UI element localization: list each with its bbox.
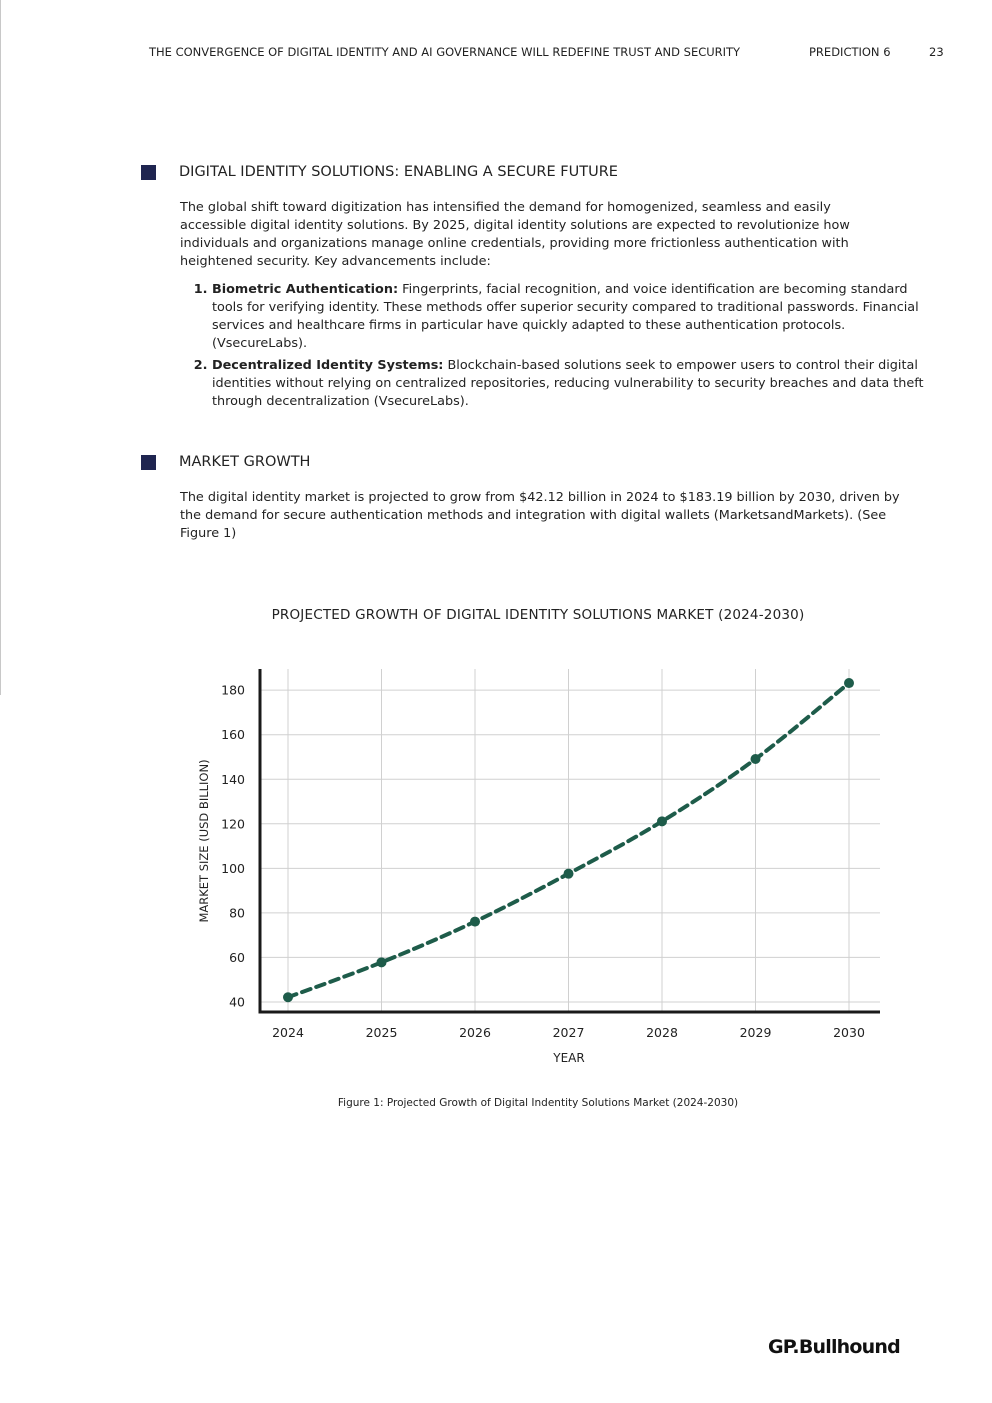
list-item-text: Fingerprints, facial recognition, and voice identification are becoming standard tools for verifying identity. These methods offer superior security compared to traditional passwords. Financial services and healthcare firms in particular have quickly adapted to these authentication protocols. (VsecureLabs). xyxy=(212,282,919,351)
y-tick-label: 100 xyxy=(221,860,245,876)
data-point xyxy=(564,869,574,879)
y-tick-label: 40 xyxy=(229,994,245,1010)
gp-bullhound-logo: GP.Bullhound xyxy=(768,1336,900,1358)
page-number: 23 xyxy=(929,45,944,59)
chart-title: PROJECTED GROWTH OF DIGITAL IDENTITY SOLUTIONS MARKET (2024-2030) xyxy=(271,607,805,623)
data-point xyxy=(470,917,480,927)
y-tick-label: 80 xyxy=(229,905,245,921)
y-tick-label: 160 xyxy=(221,727,245,743)
x-tick-label: 2029 xyxy=(739,1025,772,1040)
x-axis-label: YEAR xyxy=(553,1051,585,1065)
x-tick-label: 2026 xyxy=(459,1025,491,1040)
data-point xyxy=(657,816,667,826)
x-tick-label: 2024 xyxy=(272,1025,304,1040)
list-item-term: Biometric Authentication: xyxy=(212,282,399,297)
x-tick-label: 2025 xyxy=(365,1025,398,1040)
y-axis-label: MARKET SIZE (USD BILLION) xyxy=(197,759,211,923)
y-tick-label: 120 xyxy=(221,816,245,832)
header-title: THE CONVERGENCE OF DIGITAL IDENTITY AND AI GOVERNANCE WILL REDEFINE TRUST AND SECURITY xyxy=(149,45,741,59)
section-heading-text: MARKET GROWTH xyxy=(179,454,311,470)
y-tick-label: 140 xyxy=(221,771,245,787)
x-tick-label: 2028 xyxy=(646,1025,678,1040)
data-point xyxy=(377,957,387,967)
y-tick-label: 60 xyxy=(229,949,245,965)
figure-caption: Figure 1: Projected Growth of Digital Indentity Solutions Market (2024-2030) xyxy=(337,1097,739,1109)
section-paragraph: The global shift toward digitization has intensified the demand for homogenized, seamless and easily accessible digital identity solutions. By 2025, digital identity solutions are expected to revolutionize how individuals and organizations manage online credentials, providing more frictionless authentication with heightened security. Key advancements include: xyxy=(180,200,850,269)
section-heading-text: DIGITAL IDENTITY SOLUTIONS: ENABLING A SECURE FUTURE xyxy=(179,164,618,180)
x-tick-label: 2027 xyxy=(552,1025,585,1040)
data-point xyxy=(283,992,293,1002)
y-tick-label: 180 xyxy=(221,682,245,698)
section-paragraph: The digital identity market is projected to grow from $42.12 billion in 2024 to $183.19 billion by 2030, driven by the demand for secure authentication methods and integration with digital wallets (MarketsandMarkets). (See Figure 1) xyxy=(180,490,900,541)
x-tick-label: 2030 xyxy=(833,1025,865,1040)
list-item-text: Blockchain-based solutions seek to empower users to control their digital identities without relying on centralized repositories, reducing vulnerability to security breaches and data theft through decentralization (VsecureLabs). xyxy=(212,358,924,409)
data-point xyxy=(844,678,854,688)
header-section: PREDICTION 6 xyxy=(809,45,891,59)
data-point xyxy=(751,754,761,764)
list-item-term: Decentralized Identity Systems: xyxy=(212,358,444,373)
